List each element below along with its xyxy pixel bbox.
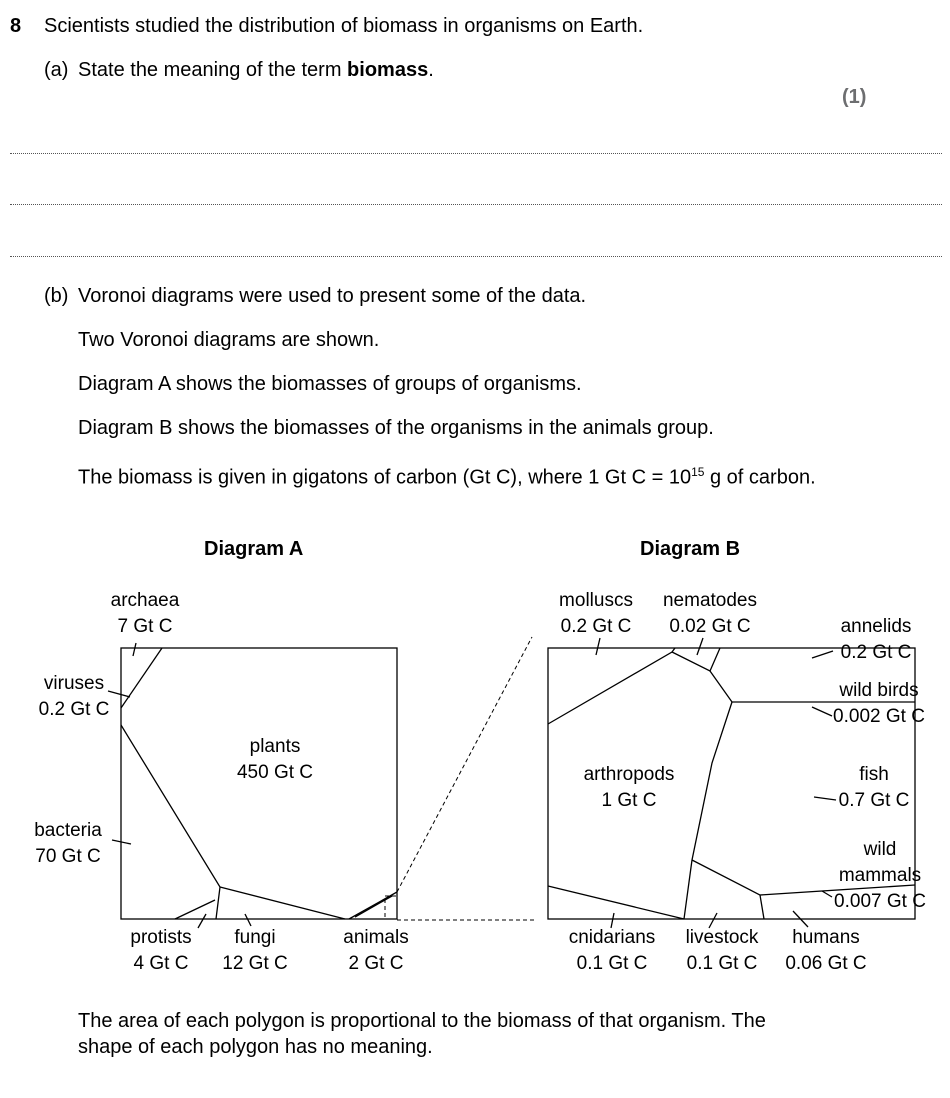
label-wild-birds: [830, 678, 928, 730]
label-archaea: [100, 588, 190, 640]
unit-text-end: g of carbon.: [704, 466, 816, 489]
part-a-label: (a): [44, 59, 69, 81]
label-archaea-biomass: 7 Gt C: [117, 616, 173, 637]
label-protists-name: protists: [130, 927, 192, 948]
label-wild-birds-biomass: 0.002 Gt C: [833, 706, 925, 727]
leader-wild-birds: [812, 707, 832, 716]
question-stem: Scientists studied the distribution of biomass in organisms on Earth.: [44, 15, 644, 37]
question-number: 8: [10, 15, 22, 37]
label-fish-name: fish: [859, 764, 889, 785]
diagram-b-arthropods-edge: [684, 702, 732, 919]
label-viruses: [30, 671, 118, 723]
part-b-label: (b): [44, 285, 69, 307]
label-wild-birds-name: wild birds: [839, 680, 919, 701]
diagram-a-fungi-edge: [220, 887, 345, 919]
label-annelids-biomass: 0.2 Gt C: [840, 642, 912, 663]
diagram-a-archaea-edge: [121, 648, 162, 708]
label-nematodes-biomass: 0.02 Gt C: [669, 616, 751, 637]
diagram-a-protists-edge: [175, 900, 215, 919]
leader-animals: [355, 896, 392, 917]
zoom-line-top: [397, 637, 532, 892]
label-archaea-name: archaea: [110, 590, 180, 611]
label-humans-name: humans: [792, 927, 860, 948]
footer-line-1: The area of each polygon is proportional to the biomass of that organism. The: [78, 1010, 766, 1032]
part-a-marks: (1): [842, 86, 867, 108]
label-arthropods: [570, 762, 688, 814]
label-protists: [118, 925, 204, 977]
label-annelids-name: annelids: [840, 616, 912, 637]
label-wild-mammals-name2: mammals: [838, 865, 922, 886]
label-plants-biomass: 450 Gt C: [236, 762, 314, 783]
label-bacteria: [22, 818, 114, 870]
label-animals: [333, 925, 419, 977]
leader-archaea: [133, 643, 136, 656]
label-fungi: [215, 925, 295, 977]
leader-annelids: [812, 651, 833, 658]
diagram-a-animals-edge: [349, 892, 397, 919]
part-b-line-3: Diagram A shows the biomasses of groups of organisms.: [78, 373, 582, 395]
part-b-line-4: Diagram B shows the biomasses of the organisms in the animals group.: [78, 417, 714, 439]
label-wild-mammals: [830, 837, 930, 915]
label-humans: [780, 925, 872, 977]
label-cnidarians-biomass: 0.1 Gt C: [576, 953, 648, 974]
label-livestock-biomass: 0.1 Gt C: [686, 953, 758, 974]
label-livestock: [676, 925, 768, 977]
label-fish: [836, 762, 912, 814]
diagram-b-cnidarians-edge: [548, 886, 684, 919]
label-fish-biomass: 0.7 Gt C: [838, 790, 910, 811]
label-nematodes-name: nematodes: [662, 590, 757, 611]
label-arthropods-biomass: 1 Gt C: [601, 790, 657, 811]
diagram-b-title: Diagram B: [640, 538, 741, 560]
label-annelids: [832, 614, 920, 666]
footer-line-2: shape of each polygon has no meaning.: [78, 1036, 433, 1058]
label-animals-biomass: 2 Gt C: [348, 953, 404, 974]
leader-nematodes: [697, 638, 703, 655]
label-bacteria-name: bacteria: [34, 820, 102, 841]
label-cnidarians-name: cnidarians: [568, 927, 656, 948]
part-a-period: .: [428, 59, 434, 81]
diagram-b-molluscs-edge: [548, 648, 675, 724]
leader-fish: [814, 797, 836, 800]
diagram-a-title: Diagram A: [204, 538, 304, 560]
unit-exponent: 15: [691, 465, 705, 479]
label-animals-name: animals: [343, 927, 409, 948]
label-molluscs: [548, 588, 644, 640]
diagram-a-bacteria-edge: [121, 725, 220, 919]
label-fungi-biomass: 12 Gt C: [222, 953, 288, 974]
label-molluscs-name: molluscs: [559, 590, 633, 611]
label-bacteria-biomass: 70 Gt C: [35, 846, 101, 867]
part-b-line-1: Voronoi diagrams were used to present some of the data.: [78, 285, 587, 307]
label-wild-mammals-name: wild: [863, 839, 897, 860]
diagram-b-livestock-edge: [692, 860, 764, 919]
label-viruses-biomass: 0.2 Gt C: [38, 699, 110, 720]
part-b-line-2: Two Voronoi diagrams are shown.: [78, 329, 380, 351]
label-protists-biomass: 4 Gt C: [133, 953, 189, 974]
unit-text: The biomass is given in gigatons of carbon (Gt C), where 1 Gt C = 10: [78, 466, 692, 489]
label-viruses-name: viruses: [43, 673, 105, 694]
label-arthropods-name: arthropods: [583, 764, 675, 785]
label-livestock-name: livestock: [685, 927, 759, 948]
label-plants: [225, 734, 325, 786]
label-wild-mammals-biomass: 0.007 Gt C: [834, 891, 926, 912]
diagram-b-nematodes-edge: [672, 648, 720, 671]
part-a-term: biomass: [347, 59, 429, 81]
label-humans-biomass: 0.06 Gt C: [785, 953, 867, 974]
label-plants-name: plants: [249, 736, 301, 757]
label-cnidarians: [560, 925, 664, 977]
label-fungi-name: fungi: [234, 927, 276, 948]
leader-molluscs: [596, 638, 600, 655]
part-a-text: State the meaning of the term: [78, 59, 348, 81]
label-nematodes: [654, 588, 766, 640]
label-molluscs-biomass: 0.2 Gt C: [560, 616, 632, 637]
